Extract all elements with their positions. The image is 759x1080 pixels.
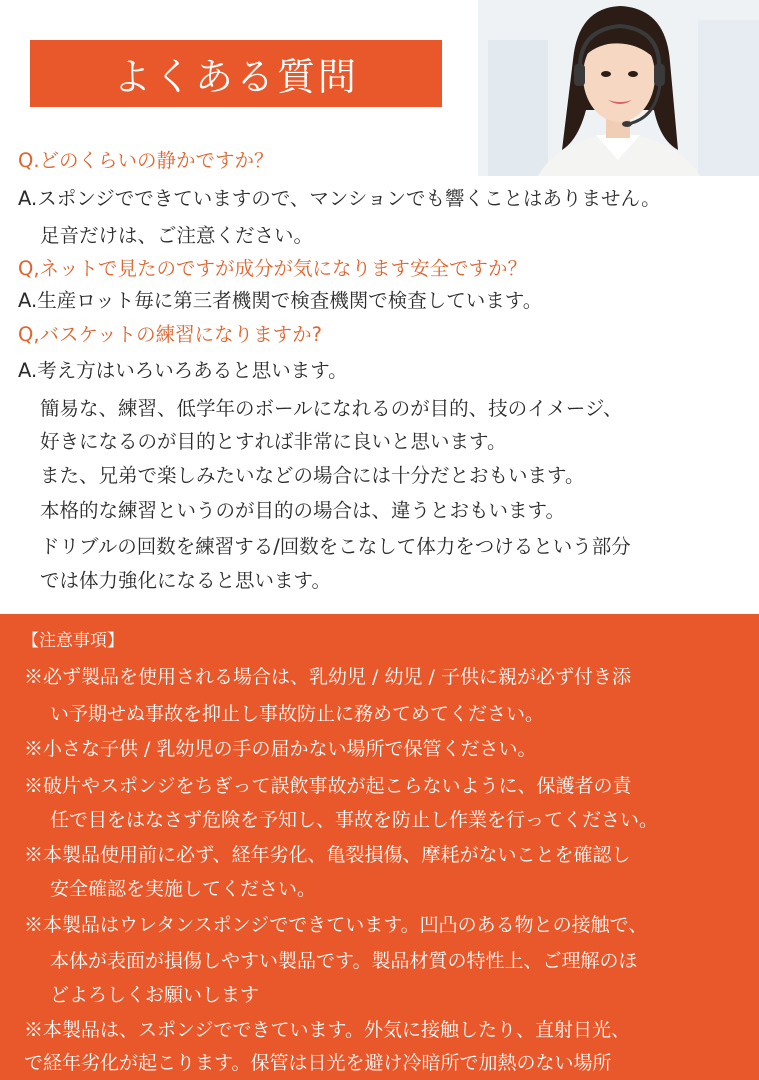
faq-answer-continuation: 本格的な練習というのが目的の場合は、違うとおもいます。 xyxy=(40,499,565,522)
notice-heading: 【注意事項】 xyxy=(22,631,124,651)
page-title: よくある質問 xyxy=(112,55,359,99)
notice-item-continuation: 安全確認を実施してください。 xyxy=(50,878,317,900)
notice-item: ※必ず製品を使用される場合は、乳幼児 / 幼児 / 子供に親が必ず付き添 xyxy=(24,666,631,688)
faq-answer-continuation: では体力強化になると思います。 xyxy=(40,569,331,592)
faq-answer: A.考え方はいろいろあると思います。 xyxy=(18,359,348,382)
faq-question: Q.どのくらいの静かですか？ xyxy=(18,149,274,172)
faq-answer-continuation: 好きになるのが目的とすれば非常に良いと思います。 xyxy=(40,430,507,453)
faq-answer-continuation: ドリブルの回数を練習する/回数をこなして体力をつけるという部分 xyxy=(40,535,631,558)
notice-item: ※破片やスポンジをちぎって誤飲事故が起こらないように、保護者の責 xyxy=(24,775,632,797)
faq-answer-continuation: 簡易な、練習、低学年のボールになれるのが目的、技のイメージ、 xyxy=(40,397,623,420)
notice-item: ※本製品は、スポンジでできています。外気に接触したり、直射日光、 xyxy=(24,1019,631,1041)
notice-item: ※小さな子供 / 乳幼児の手の届かない場所で保管ください。 xyxy=(24,738,537,760)
notice-item: ※本製品使用前に必ず、経年劣化、亀裂損傷、摩耗がないことを確認し xyxy=(24,844,631,866)
faq-answer-continuation: 足音だけは、ご注意ください。 xyxy=(40,224,314,247)
faq-question: Q,バスケットの練習になりますか? xyxy=(18,323,322,346)
faq-question: Q,ネットで見たのですが成分が気になります安全ですか？ xyxy=(18,257,528,280)
notice-item-continuation: 本体が表面が損傷しやすい製品です。製品材質の特性上、ご理解のほ xyxy=(50,950,638,972)
support-operator-photo xyxy=(478,0,759,176)
notice-item: ※本製品はウレタンスポンジでできています。凹凸のある物との接触で、 xyxy=(24,914,648,936)
notice-item-continuation: どよろしくお願いします xyxy=(50,984,260,1006)
notice-item-continuation: で経年劣化が起こります。保管は日光を避け冷暗所で加熱のない場所 xyxy=(24,1052,612,1074)
faq-answer: A.生産ロット毎に第三者機関で検査機関で検査しています。 xyxy=(18,289,543,312)
notice-section xyxy=(0,614,759,1080)
faq-title-banner xyxy=(30,40,442,107)
faq-answer: A.スポンジでできていますので、マンションでも響くことはありません。 xyxy=(18,187,661,210)
notice-item-continuation: 任で目をはなさず危険を予知し、事故を防止し作業を行ってください。 xyxy=(50,809,659,831)
notice-item-continuation: い予期せぬ事故を抑止し事故防止に務めてめてください。 xyxy=(50,703,545,725)
operator-illustration xyxy=(478,0,759,176)
faq-answer-continuation: また、兄弟で楽しみたいなどの場合には十分だとおもいます。 xyxy=(40,464,585,487)
